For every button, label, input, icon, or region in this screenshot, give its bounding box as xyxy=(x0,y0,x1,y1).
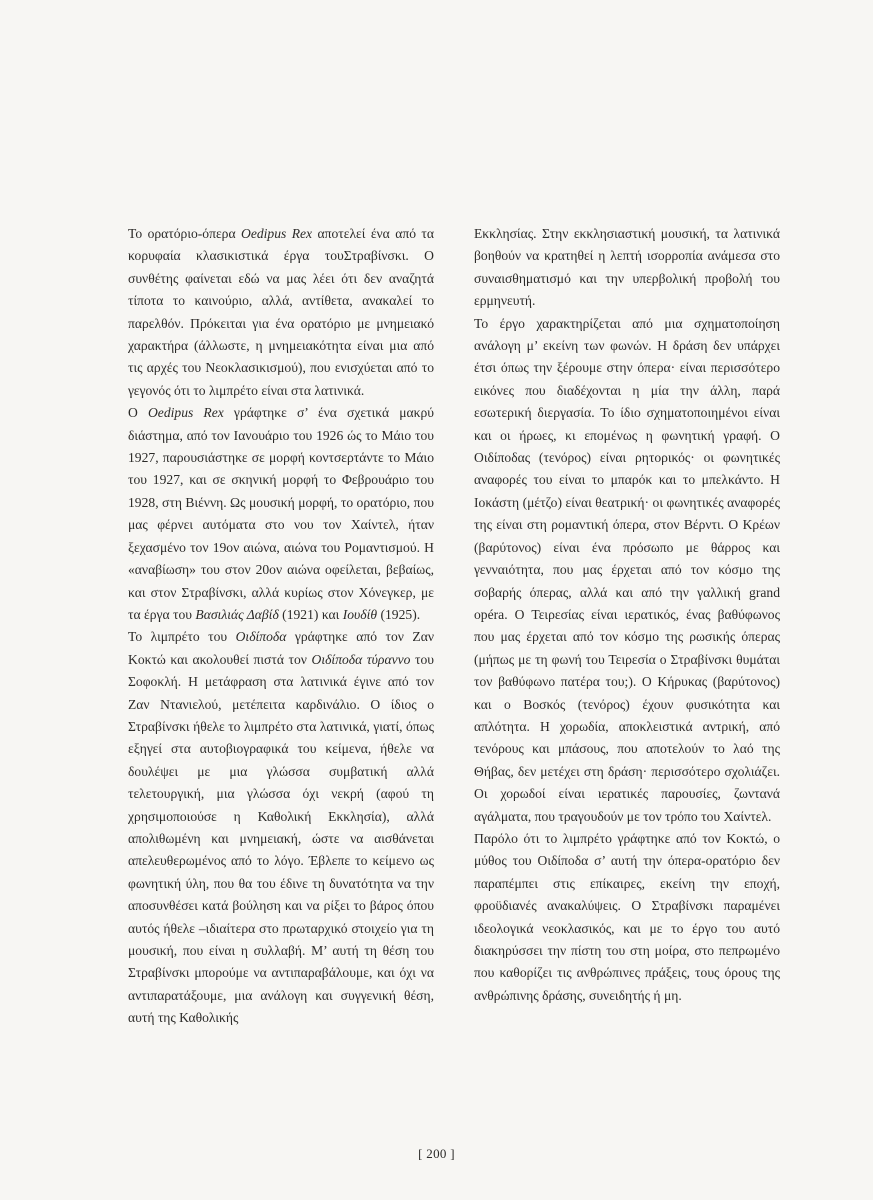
work-title: Βασιλιάς Δαβίδ xyxy=(195,606,279,622)
work-title: Oedipus Rex xyxy=(241,226,313,241)
left-text-column xyxy=(128,223,434,1030)
paragraph-church-latin: Εκκλησίας. Στην εκκλησιαστική μουσική, τα λατινικά βοηθούν να κρατηθεί η λεπτή ισορροπία ανάμεσα στο συναισθηματισμό και την υπερβολική προβολή του ερμηνευτή. xyxy=(474,226,780,309)
work-title: Oedipus Rex xyxy=(147,405,224,421)
paragraph-libretto: Το λιμπρέτο του Οιδίποδα γράφτηκε από τον Ζαν Κοκτώ και ακολουθεί πιστά τον Οιδίποδα τύραννο του Σοφοκλή. Η μετάφραση στα λατινικά έγινε από τον Ζαν Ντανιελού, μετέπειτα καρδινάλιο. Ο ίδιος ο Στραβίνσκι ήθελε το λιμπρέτο στα λατινικά, γιατί, όπως εξηγεί στα αυτοβιογραφικά του κείμενα, ήθελε να δουλέψει με μια γλώσσα συμβατική αλλά τελετουργική, μια γλώσσα όχι νεκρή (αφού τη χρησιμοποιούσε η Καθολική Εκκλησία), αλλά απολιθωμένη και μνημειακή, ώστε να αισθάνεται απελευθερωμένος από το λόγο. Έβλεπε το κείμενο ως φωνητική ύλη, που θα του έδινε τη δυνατότητα να την αποσυνθέσει κατά βούληση και να ρίξει το βάρος όπου αυτός ήθελε –ιδιαίτερα στο πρωταρχικό στοιχείο για τη μουσική, που είναι η συλλαβή. Μ’ αυτή τη θέση του Στραβίνσκι μπορούμε να αντιπαραβάλουμε, και όχι να αντιπαρατάξουμε, μια ανάλογη και συγγενική θέση, αυτή της Καθολικής xyxy=(128,629,435,1026)
right-text-column xyxy=(474,223,780,1007)
work-title: Οιδίποδα τύραννο xyxy=(311,651,411,667)
paragraph-myth: Παρόλο ότι το λιμπρέτο γράφτηκε από τον Κοκτώ, ο μύθος του Οιδίποδα σ’ αυτή την όπερα-ορατόριο δεν παραπέμπει στις επίκαιρες, εκείνη την εποχή, φροϋδιανές ανακαλύψεις. Ο Στραβίνσκι παραμένει ιδεολογικά νεοκλασικός, και με το έργο του αυτό διακηρύσσει την πίστη του στη μοίρα, στο πεπρωμένο που καθορίζει τις ανθρώπινες πράξεις, τους όρους της ανθρώπινης δράσης, συνειδητής ή μη. xyxy=(474,830,780,1003)
paragraph-characters: Το έργο χαρακτηρίζεται από μια σχηματοποίηση ανάλογη μ’ εκείνη των φωνών. Η δράση δεν υπάρχει έτσι όπως την ξέρουμε στην όπερα· είναι περισσότερο εικόνες που διαδέχονται η μία την άλλη, παρά εσωτερική διεργασία. Το ίδιο σχηματοποιημένοι είναι και οι ήρωες, κι επομένως η φωνητική γραφή. Ο Οιδίποδας (τενόρος) είναι ρητορικός· οι φωνητικές αναφορές του είναι το μπαρόκ και το μπελκάντο. Η Ιοκάστη (μέτζο) είναι θεατρική· οι φωνητικές αναφορές της είναι στη ρομαντική όπερα, στον Βέρντι. Ο Κρέων (βαρύτονος) είναι ένα πρόσωπο με θάρρος και γενναιότητα, που μας έρχεται από τον κόσμο της σοβαρής όπερας, αλλά και από την γαλλική grand opéra. Ο Τειρεσίας είναι ιερατικός, ένας βαθύφωνος που μας έρχεται από τον κόσμο της ρωσικής όπερας (μήπως με τη φωνή του Τειρεσία ο Στραβίνσκι θυμάται τον βαθύφωνο πατέρα του;). Ο Κήρυκας (βαρύτονος) και ο Βοσκός (τενόρος) έχουν φυσικότητα και απλότητα. Η χορωδία, αποκλειστικά αντρική, από τενόρους και μπάσους, που αποτελούν το λαό της Θήβας, δεν μετέχει στη δράση· περισσότερο σχολιάζει. Οι χορωδοί είναι ιερατικές παρουσίες, ζωντανά αγάλματα, που τραγουδούν με τον τρόπο του Χαίντελ. xyxy=(474,315,780,824)
paragraph-oratorio-intro: Το ορατόριο-όπερα Oedipus Rex αποτελεί ένα από τα κορυφαία κλασικιστικά έργα τουΣτραβίνσκι. Ο συνθέτης φαίνεται εδώ να μας λέει ότι δεν αναζητά τίποτα το καινούριο, αλλά, αντίθετα, ανακαλεί το παρελθόν. Πρόκειται για ένα ορατόριο με μνημειακό χαρακτήρα (άλλωστε, η μνημειακότητα είναι μια από τις αρχές του Νεοκλασικισμού), που ενισχύεται από το γεγονός ότι το λιμπρέτο είναι στα λατινικά. xyxy=(128,226,434,398)
work-title: Οιδίποδα xyxy=(235,629,287,645)
paragraph-composition-history: Ο Oedipus Rex γράφτηκε σ’ ένα σχετικά μακρύ διάστημα, από τον Ιανουάριο του 1926 ώς το Μάιο του 1927, παρουσιάστηκε σε μορφή κοντσερτάντε το Μάιο του 1927, και σε σκηνική μορφή το Φεβρουάριο του 1928, στη Βιέννη. Ως μουσική μορφή, το ορατόριο, που μας φέρνει αυτόματα στο νου τον Χαίντελ, ήταν ξεχασμένο τον 19ον αιώνα, αιώνα του Ρομαντισμού. Η «αναβίωση» του στον 20ον αιώνα οφείλεται, βεβαίως, και στον Στραβίνσκι, αλλά κυρίως στον Χόνεγκερ, με τα έργα του Βασιλιάς Δαβίδ (1921) και Ιουδίθ (1925). xyxy=(128,405,435,622)
work-title: Ιουδίθ xyxy=(342,606,378,622)
page-number: [ 200 ] xyxy=(418,1146,455,1161)
